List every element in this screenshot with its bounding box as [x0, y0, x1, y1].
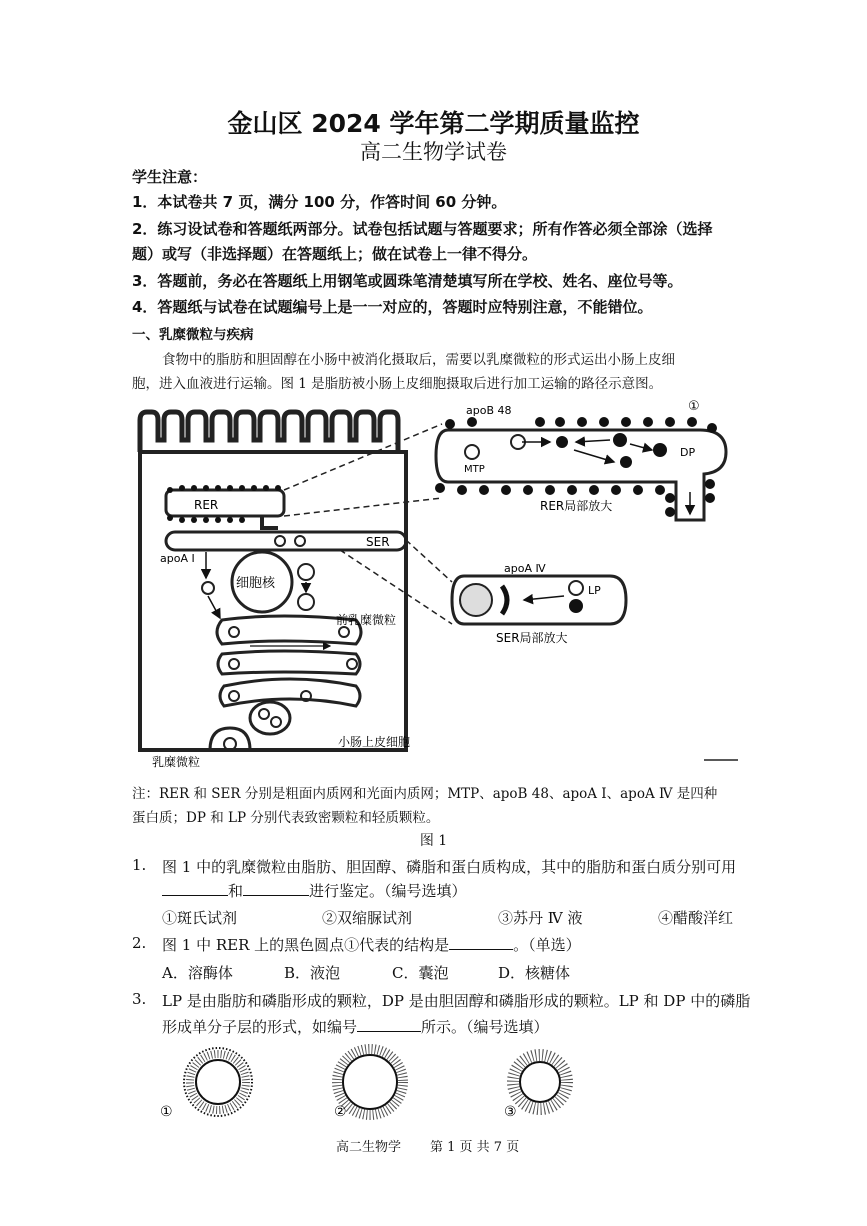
- figure-note-line-1: 注：RER 和 SER 分别是粗面内质网和光面内质网；MTP、apoB 48、apoA Ⅰ、apoA Ⅳ 是四种: [132, 786, 718, 802]
- q3-stem-line-2: [162, 1016, 549, 1037]
- q3-answer-blank[interactable]: [357, 1017, 421, 1032]
- structure-3-label: ③: [504, 1104, 517, 1120]
- intro-line-1: 食物中的脂肪和胆固醇在小肠中被消化摄取后，需要以乳糜微粒的形式运出小肠上皮细: [162, 352, 675, 368]
- q2-option-b: B．液泡: [284, 964, 341, 982]
- lp-label: LP: [588, 584, 601, 597]
- notice-item-3: 3．答题前，务必在答题纸上用钢笔或圆珠笔清楚填写所在学校、姓名、座位号等。: [132, 272, 683, 290]
- mtp-label: MTP: [464, 464, 485, 475]
- ser-label: SER: [366, 535, 390, 549]
- rer-zoom-label: RER局部放大: [540, 499, 613, 513]
- exam-subtitle: 高二生物学试卷: [360, 140, 507, 164]
- figure-1-diagram: [130, 392, 750, 778]
- apob48-label: apoB 48: [466, 404, 512, 417]
- dp-label: DP: [680, 446, 696, 459]
- q1-blank-line: [162, 880, 467, 901]
- intro-line-2: 胞，进入血液进行运输。图 1 是脂肪被小肠上皮细胞摄取后进行加工运输的路径示意图。: [132, 376, 663, 392]
- figure-note-line-2: 蛋白质；DP 和 LP 分别代表致密颗粒和轻质颗粒。: [132, 810, 440, 826]
- exam-title: 金山区 2024 学年第二学期质量监控: [227, 109, 640, 138]
- section-heading: 一、乳糜微粒与疾病: [132, 327, 254, 343]
- structure-2-label: ②: [334, 1104, 347, 1120]
- q3-number: 3.: [132, 990, 147, 1008]
- q2-stem: 图 1 中 RER 上的黑色圆点①代表的结构是: [162, 936, 450, 954]
- q2-option-a: A．溶酶体: [162, 964, 233, 982]
- footer-subject: 高二生物学: [336, 1140, 402, 1155]
- notice-item-2: 2．练习设试卷和答题纸两部分。试卷包括试题与答题要求；所有作答必须全部涂（选择: [132, 220, 713, 238]
- figure-caption: 图 1: [419, 833, 448, 849]
- q2-tail: 。（单选）: [513, 936, 581, 954]
- rer-label: RER: [194, 498, 219, 512]
- q1-option-4: ④醋酸洋红: [658, 909, 734, 927]
- q3-stem-b: 所示。（编号选填）: [421, 1018, 549, 1036]
- q1-option-2: ②双缩脲试剂: [322, 909, 413, 927]
- q1-stem: 图 1 中的乳糜微粒由脂肪、胆固醇、磷脂和蛋白质构成，其中的脂肪和蛋白质分别可用: [162, 858, 737, 876]
- structure-1-label: ①: [160, 1104, 173, 1120]
- apoa1-label: apoA Ⅰ: [160, 552, 195, 565]
- q3-stem-a: 形成单分子层的形式，如编号: [162, 1018, 358, 1036]
- q1-and: 和: [228, 882, 244, 900]
- notice-item-1: 1．本试卷共 7 页，满分 100 分，作答时间 60 分钟。: [132, 193, 507, 211]
- q1-tail: 进行鉴定。（编号选填）: [309, 882, 467, 900]
- ribosome-marker: ①: [688, 399, 700, 414]
- q1-answer-blank-1[interactable]: [162, 881, 228, 896]
- structure-1: [160, 1048, 252, 1120]
- structure-3: [504, 1055, 567, 1120]
- apoa4-label: apoA Ⅳ: [504, 562, 546, 575]
- pre-chylomicron-label: 前乳糜微粒: [336, 613, 397, 627]
- q1-number: 1.: [132, 856, 147, 874]
- cell-label: 小肠上皮细胞: [338, 735, 411, 749]
- notice-item-4: 4．答题纸与试卷在试题编号上是一一对应的，答题时应特别注意，不能错位。: [132, 298, 653, 316]
- notice-item-2-cont: 题）或写（非选择题）在答题纸上；做在试卷上一律不得分。: [132, 245, 538, 263]
- nucleus-label: 细胞核: [236, 576, 276, 591]
- q1-answer-blank-2[interactable]: [243, 881, 309, 896]
- q3-stem: LP 是由脂肪和磷脂形成的颗粒，DP 是由胆固醇和磷脂形成的颗粒。LP 和 DP 中的磷脂: [162, 992, 751, 1010]
- q2-answer-blank[interactable]: [449, 935, 513, 950]
- q2-stem-line: [162, 934, 581, 955]
- q1-option-1: ①斑氏试剂: [162, 909, 238, 927]
- q2-option-c: C．囊泡: [392, 964, 449, 982]
- footer-page: 第 1 页 共 7 页: [430, 1140, 520, 1155]
- q2-number: 2.: [132, 934, 147, 952]
- ser-zoom-label: SER局部放大: [496, 631, 568, 645]
- q1-option-3: ③苏丹 Ⅳ 液: [498, 909, 583, 927]
- chylomicron-label: 乳糜微粒: [152, 755, 201, 769]
- structure-2: [334, 1049, 403, 1120]
- notice-heading: 学生注意：: [132, 168, 208, 186]
- q3-structures-figure: [150, 1040, 590, 1130]
- q2-option-d: D．核糖体: [498, 964, 571, 982]
